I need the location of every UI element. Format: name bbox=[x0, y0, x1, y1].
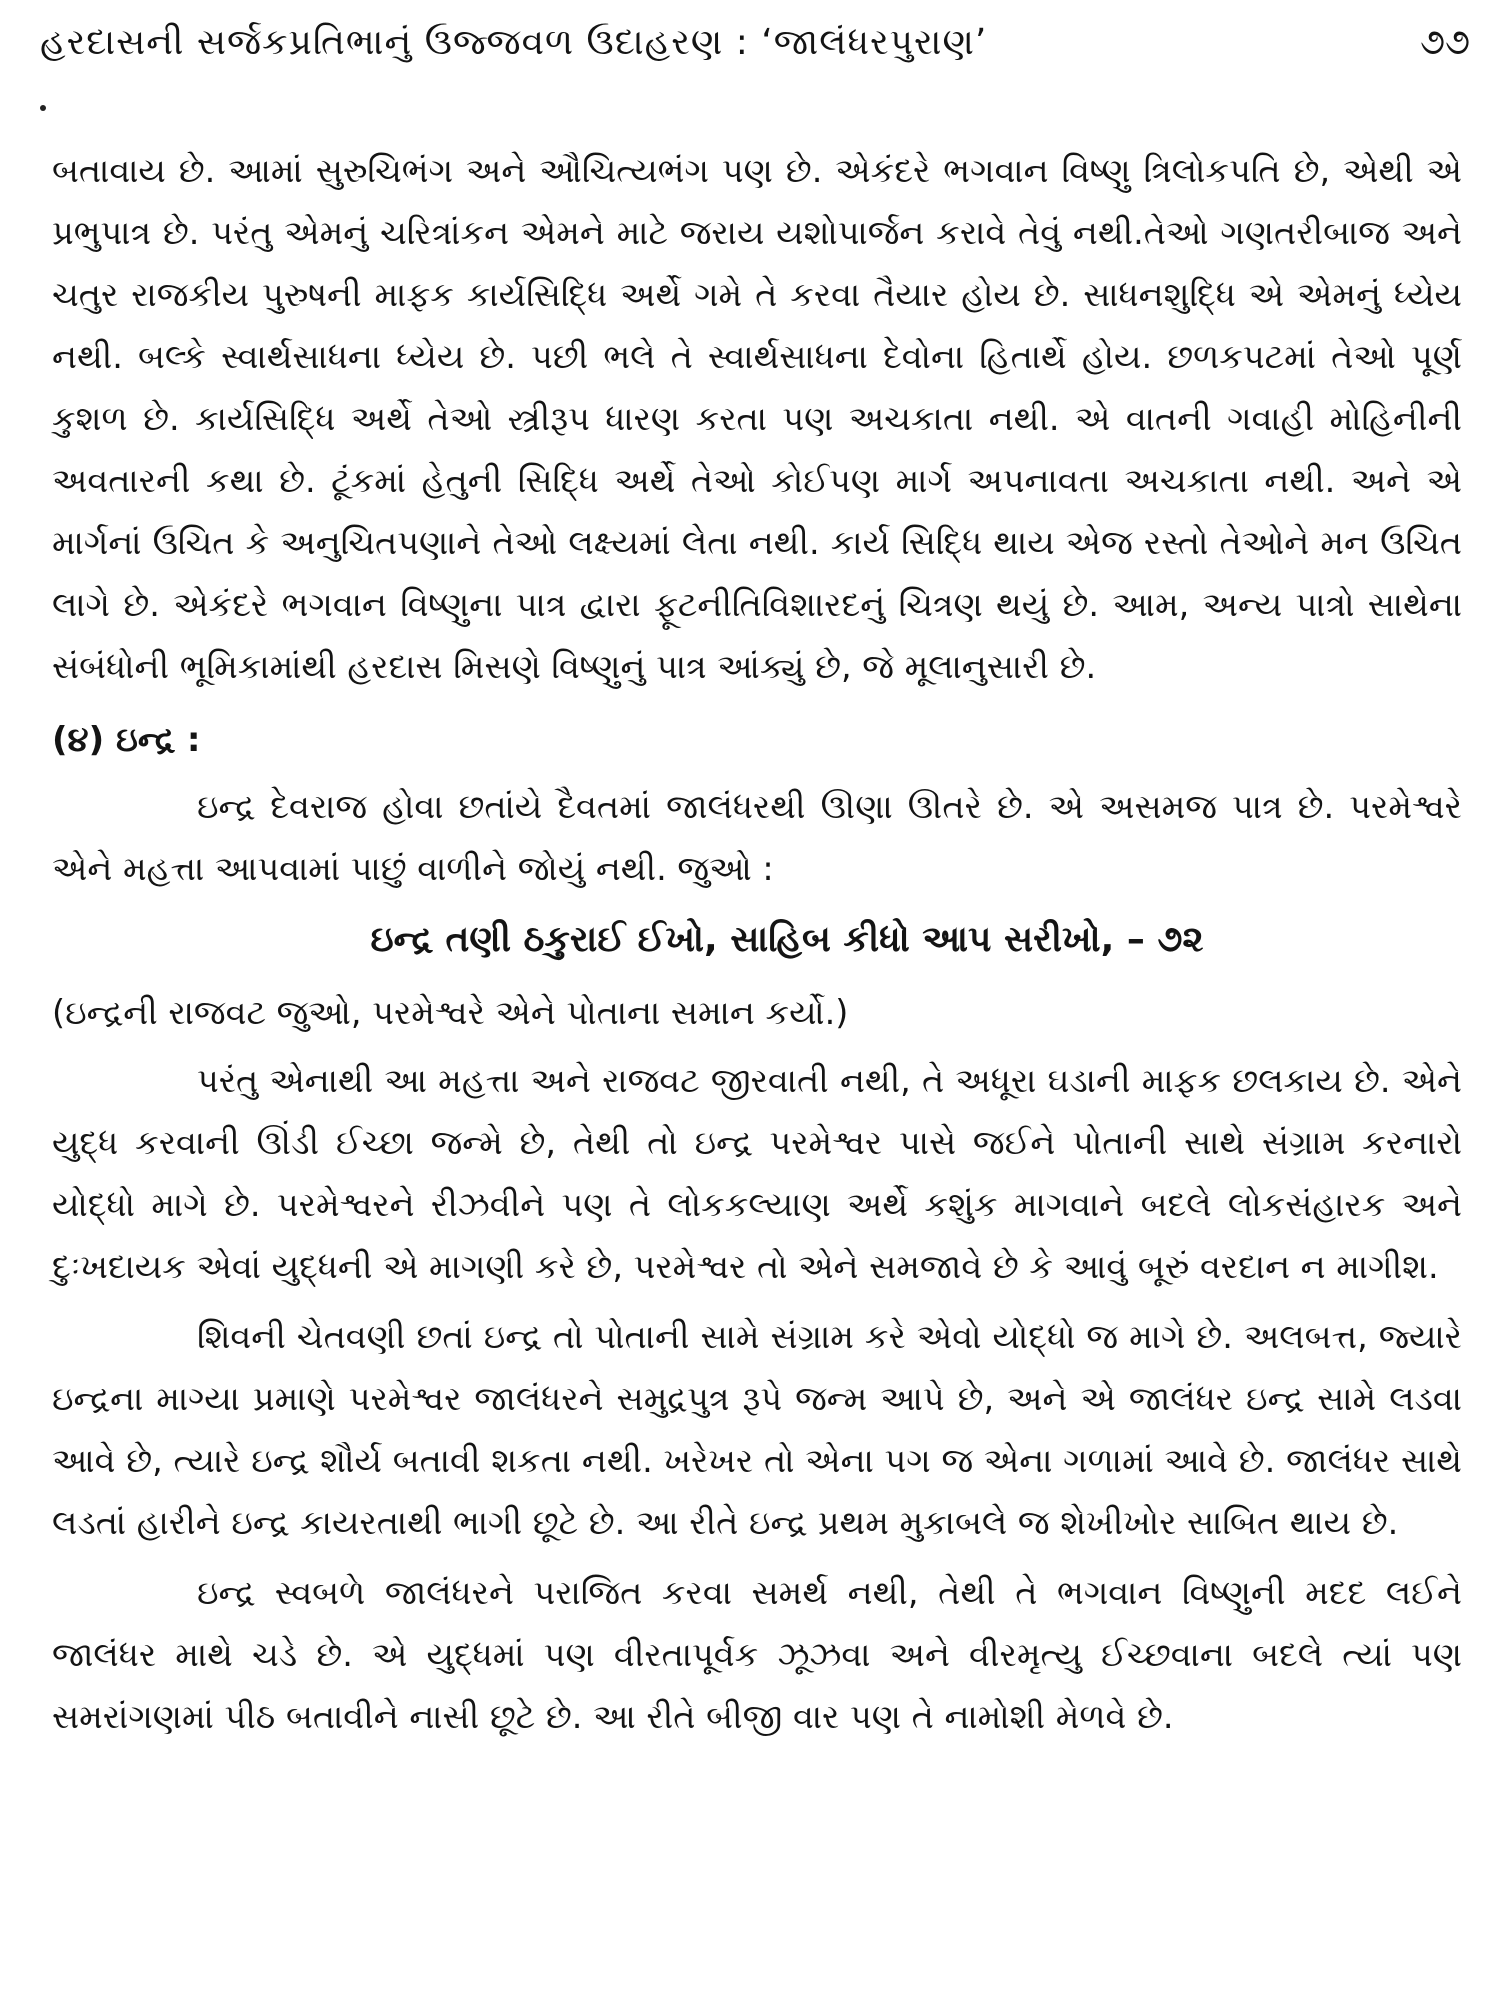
paragraph-indra-boon: પરંતુ એનાથી આ મહત્તા અને રાજવટ જીરવાતી નથી, તે અધૂરા ઘડાની માફક છલકાય છે. એને યુદ્ધ કરવાની ઊંડી ઈચ્છા જન્મે છે, તેથી તો ઇન્દ્ર પરમેશ્વર પાસે જઈને પોતાની સાથે સંગ્રામ કરનારો યોદ્ધો માગે છે. પરમેશ્વરને રીઝવીને પણ તે લોકકલ્યાણ અર્થે કશુંક માગવાને બદલે લોકસંહારક અને દુઃખદાયક એવાં યુદ્ધની એ માગણી કરે છે, પરમેશ્વર તો એને સમજાવે છે કે આવું બૂરું વરદાન ન માગીશ. bbox=[52, 1061, 1462, 1286]
ink-dot bbox=[40, 105, 46, 111]
verse-quote: ઇન્દ્ર તણી ઠકુરાઈ ઈખો, સાહિબ કીધો આપ સરીખો, – ૭૨ bbox=[370, 919, 1204, 960]
section-heading-indra: (૪) ઇન્દ્ર : bbox=[52, 720, 201, 760]
body-text bbox=[52, 140, 1462, 1748]
paragraph-indra-flees: શિવની ચેતવણી છતાં ઇન્દ્ર તો પોતાની સામે સંગ્રામ કરે એવો યોદ્ધો જ માગે છે. અલબત્ત, જ્યારે ઇન્દ્રના માગ્યા પ્રમાણે પરમેશ્વર જાલંધરને સમુદ્રપુત્ર રૂપે જન્મ આપે છે, અને એ જાલંધર ઇન્દ્ર સામે લડવા આવે છે, ત્યારે ઇન્દ્ર શૌર્ય બતાવી શકતા નથી. ખરેખર તો એના પગ જ એના ગળામાં આવે છે. જાલંધર સાથે લડતાં હારીને ઇન્દ્ર કાયરતાથી ભાગી છૂટે છે. આ રીતે ઇન્દ્ર પ્રથમ મુકાબલે જ શેખીખોર સાબિત થાય છે. bbox=[52, 1317, 1462, 1542]
paragraph-indra-intro: ઇન્દ્ર દેવરાજ હોવા છતાંયે દૈવતમાં જાલંધરથી ઊણા ઊતરે છે. એ અસમજ પાત્ર છે. પરમેશ્વરે એને મહત્તા આપવામાં પાછું વાળીને જોયું નથી. જુઓ : bbox=[52, 787, 1462, 888]
page-number: ૭૭ bbox=[1419, 22, 1470, 63]
running-title: હરદાસની સર્જકપ્રતિભાનું ઉજ્જવળ ઉદાહરણ : ‘જાલંધરપુરાણ’ bbox=[40, 22, 988, 63]
running-header bbox=[40, 14, 1470, 84]
verse-gloss: (ઇન્દ્રની રાજવટ જુઓ, પરમેશ્વરે એને પોતાના સમાન કર્યો.) bbox=[52, 993, 849, 1032]
paragraph-indra-second-defeat: ઇન્દ્ર સ્વબળે જાલંધરને પરાજિત કરવા સમર્થ નથી, તેથી તે ભગવાન વિષ્ણુની મદદ લઈને જાલંધર માથે ચડે છે. એ યુદ્ધમાં પણ વીરતાપૂર્વક ઝૂઝવા અને વીરમૃત્યુ ઈચ્છવાના બદલે ત્યાં પણ સમરાંગણમાં પીઠ બતાવીને નાસી છૂટે છે. આ રીતે બીજી વાર પણ તે નામોશી મેળવે છે. bbox=[52, 1573, 1462, 1736]
paragraph-vishnu-conclusion: બતાવાય છે. આમાં સુરુચિભંગ અને ઔચિત્યભંગ પણ છે. એકંદરે ભગવાન વિષ્ણુ ત્રિલોકપતિ છે, એથી એ પ્રભુપાત્ર છે. પરંતુ એમનું ચરિત્રાંકન એમને માટે જરાય યશોપાર્જન કરાવે તેવું નથી.તેઓ ગણતરીબાજ અને ચતુર રાજકીય પુરુષની માફક કાર્યસિદ્ધિ અર્થે ગમે તે કરવા તૈયાર હોય છે. સાધનશુદ્ધિ એ એમનું ધ્યેય નથી. બલ્કે સ્વાર્થસાધના ધ્યેય છે. પછી ભલે તે સ્વાર્થસાધના દેવોના હિતાર્થે હોય. છળકપટમાં તેઓ પૂર્ણ કુશળ છે. કાર્યસિદ્ધિ અર્થે તેઓ સ્ત્રીરૂપ ધારણ કરતા પણ અચકાતા નથી. એ વાતની ગવાહી મોહિનીની અવતારની કથા છે. ટૂંકમાં હેતુની સિદ્ધિ અર્થે તેઓ કોઈપણ માર્ગ અપનાવતા અચકાતા નથી. અને એ માર્ગનાં ઉચિત કે અનુચિતપણાને તેઓ લક્ષ્યમાં લેતા નથી. કાર્ય સિદ્ધિ થાય એજ રસ્તો તેઓને મન ઉચિત લાગે છે. એકંદરે ભગવાન વિષ્ણુના પાત્ર દ્વારા ફૂટનીતિવિશારદનું ચિત્રણ થયું છે. આમ, અન્ય પાત્રો સાથેના સંબંધોની ભૂમિકામાંથી હરદાસ મિસણે વિષ્ણુનું પાત્ર આંક્યું છે, જે મૂલાનુસારી છે. bbox=[52, 151, 1462, 686]
